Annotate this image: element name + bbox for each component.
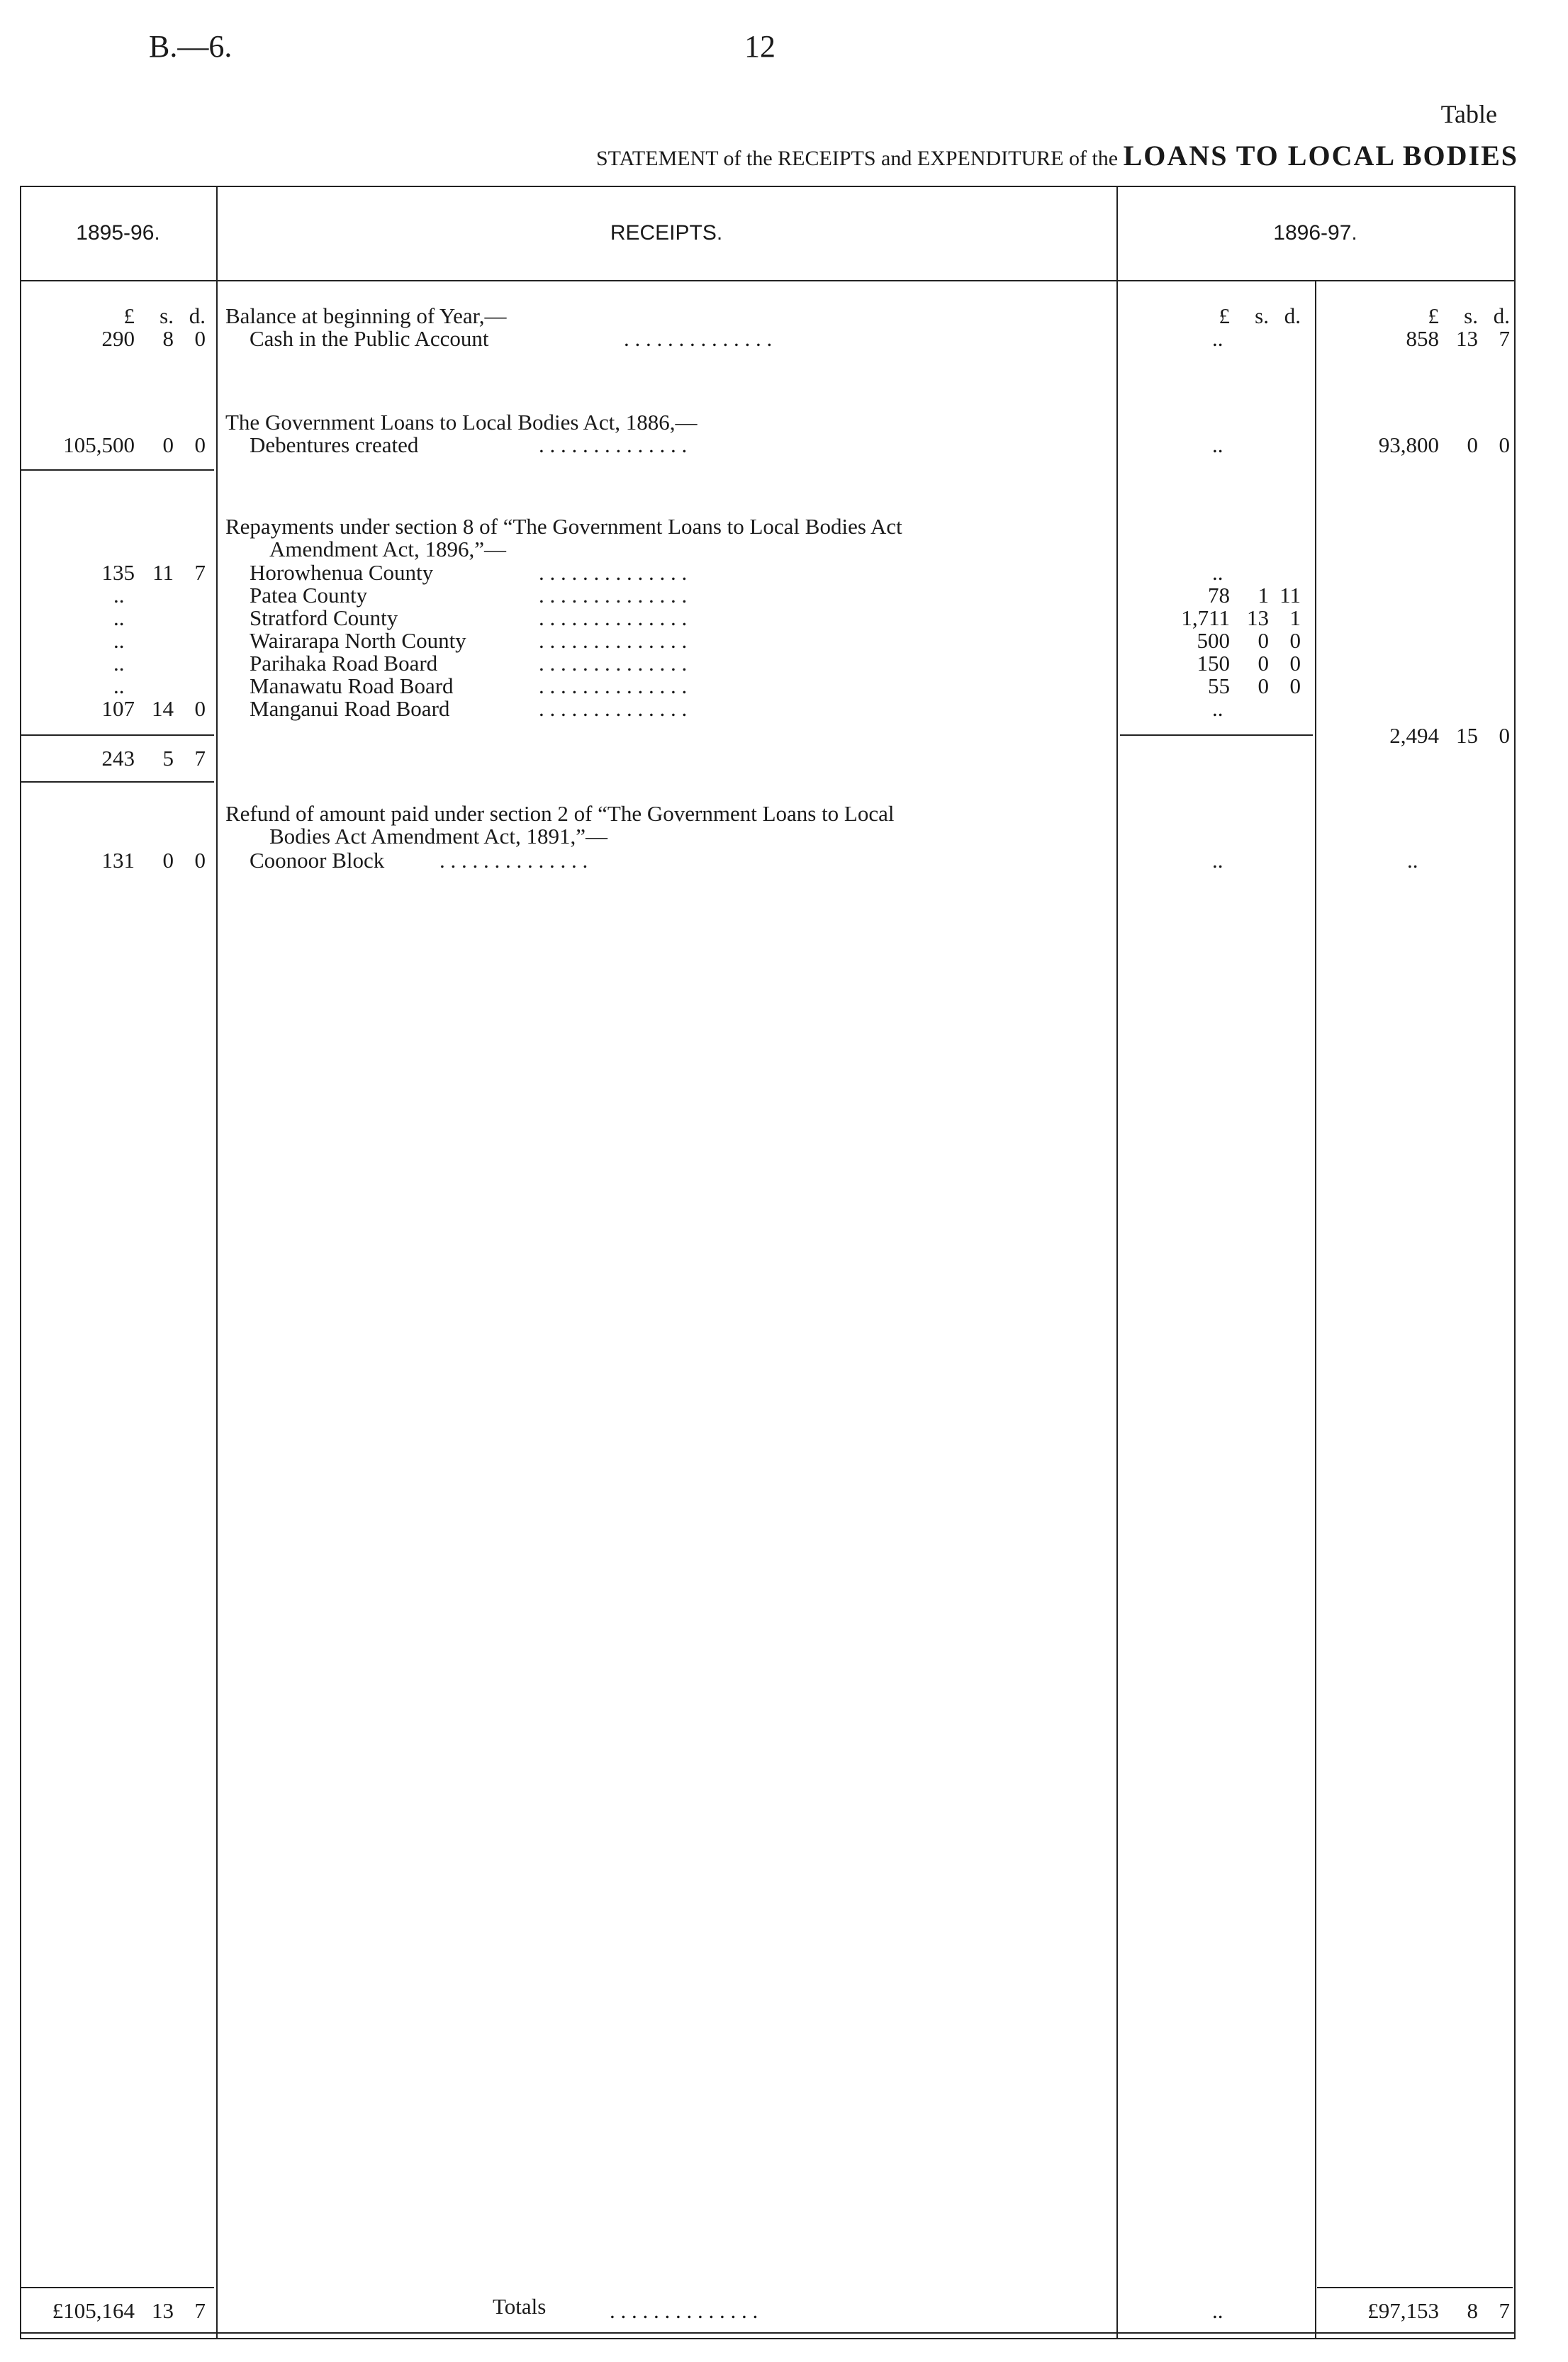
repayment-item-name: Manganui Road Board [250,696,450,721]
table-left-border [20,186,21,2338]
refund-right: .. [1407,848,1418,873]
units-mid [1124,303,1301,329]
leader-dots: . . . . . . . . . . . . . . [539,628,688,653]
repayment-1895-amount: 107 14 0 [101,696,206,721]
col-divider-2 [1116,186,1118,2338]
repayment-1896-amount: 150 0 0 [1197,651,1301,676]
balance-1895-amount: 290 8 0 [101,326,206,351]
leader-dots: . . . . . . . . . . . . . . [539,583,688,608]
repayment-1896-amount: 1,711 13 1 [1181,605,1301,630]
subtotal-rule [21,734,214,736]
leader-dots: . . . . . . . . . . . . . . [439,848,588,873]
section-rule [21,469,214,471]
col-divider-3 [1315,280,1316,2338]
refund-heading: Refund of amount paid under section 2 of “The Government Loans to Local [225,801,895,826]
repayment-item-name: Wairarapa North County [250,628,466,653]
leader-dots: . . . . . . . . . . . . . . [539,696,688,721]
subtotal-under-rule [21,781,214,783]
refund-1895-amount: 131 0 0 [101,848,206,873]
repayment-mid: .. [1212,560,1223,585]
table-bottom-border-2 [20,2338,1516,2339]
repayment-1895-amount: 135 11 7 [101,560,206,585]
table-right-border [1514,186,1516,2338]
repayment-1895-blank: .. [113,583,125,608]
loans-act-item: Debentures created [250,432,419,457]
table-top-border [20,186,1516,187]
header-bottom-border [20,280,1516,281]
statement-prefix: STATEMENT of the RECEIPTS and EXPENDITURE of the [595,147,1119,170]
unit-pound: £ [1219,303,1230,328]
repayment-1896-amount: 55 0 0 [1208,673,1301,698]
repayment-item-name: Manawatu Road Board [250,673,454,698]
leader-dots: . . . . . . . . . . . . . . [539,605,688,630]
leader-dots: . . . . . . . . . . . . . . [610,2298,758,2323]
repayment-1896-amount: 500 0 0 [1197,628,1301,653]
units-right [1333,303,1510,329]
leader-dots: . . . . . . . . . . . . . . [624,326,773,351]
table-bottom-border [20,2332,1516,2334]
totals-1895-amount: £105,164 13 7 [52,2298,206,2323]
refund-item: Coonoor Block [250,848,385,873]
refund-heading-2: Bodies Act Amendment Act, 1891,”— [269,824,608,849]
column-header-receipts: RECEIPTS. [610,221,723,245]
balance-mid: .. [1212,326,1223,351]
unit-shilling: s. [159,303,174,328]
balance-1896-amount: 858 13 7 [1406,326,1510,351]
document-reference: B.—6. [149,29,233,64]
unit-pence: d. [1284,303,1301,328]
page-number: 12 [744,29,775,64]
repayment-1896-amount: 78 1 11 [1208,583,1301,608]
repayment-item-name: Parihaka Road Board [250,651,438,676]
refund-mid: .. [1212,848,1223,873]
repayment-1895-blank: .. [113,605,125,630]
repayments-subtotal-1895: 243 5 7 [101,746,206,771]
repayment-item-name: Stratford County [250,605,398,630]
col-divider-1 [216,186,218,2338]
balance-item: Cash in the Public Account [250,326,489,351]
leader-dots: . . . . . . . . . . . . . . [539,651,688,676]
leader-dots: . . . . . . . . . . . . . . [539,560,688,585]
loans-act-1895-amount: 105,500 0 0 [63,432,206,457]
repayments-heading-2: Amendment Act, 1896,”— [269,537,507,561]
repayments-heading: Repayments under section 8 of “The Government Loans to Local Bodies Act [225,514,902,539]
subtotal-rule [1120,734,1313,736]
unit-pence: d. [189,303,206,328]
loans-act-heading: The Government Loans to Local Bodies Act, 1886,— [225,410,698,435]
loans-act-1896-amount: 93,800 0 0 [1378,432,1510,457]
repayments-subtotal-1896: 2,494 15 0 [1389,723,1510,748]
repayment-item-name: Patea County [250,583,368,608]
totals-rule [1317,2287,1513,2288]
repayment-1895-blank: .. [113,651,125,676]
repayment-1895-blank: .. [113,628,125,653]
unit-shilling: s. [1255,303,1269,328]
totals-mid: .. [1212,2298,1223,2323]
repayment-item-name: Horowhenua County [250,560,434,585]
column-header-1895-96: 1895-96. [76,221,160,245]
totals-rule [21,2287,214,2288]
totals-label: Totals [493,2294,547,2319]
unit-shilling: s. [1464,303,1478,328]
statement-title [596,139,1518,172]
unit-pence: d. [1493,303,1510,328]
repayment-1895-blank: .. [113,673,125,698]
unit-pound: £ [1428,303,1439,328]
table-label: Table [1440,100,1497,128]
units-left [28,303,206,329]
balance-heading: Balance at beginning of Year,— [225,303,507,328]
column-header-1896-97: 1896-97. [1273,221,1357,245]
leader-dots: . . . . . . . . . . . . . . [539,673,688,698]
leader-dots: . . . . . . . . . . . . . . [539,432,688,457]
repayment-mid: .. [1212,696,1223,721]
statement-main-title: LOANS TO LOCAL BODIES [1123,140,1518,172]
loans-act-mid: .. [1212,432,1223,457]
totals-1896-amount: £97,153 8 7 [1367,2298,1510,2323]
unit-pound: £ [123,303,135,328]
